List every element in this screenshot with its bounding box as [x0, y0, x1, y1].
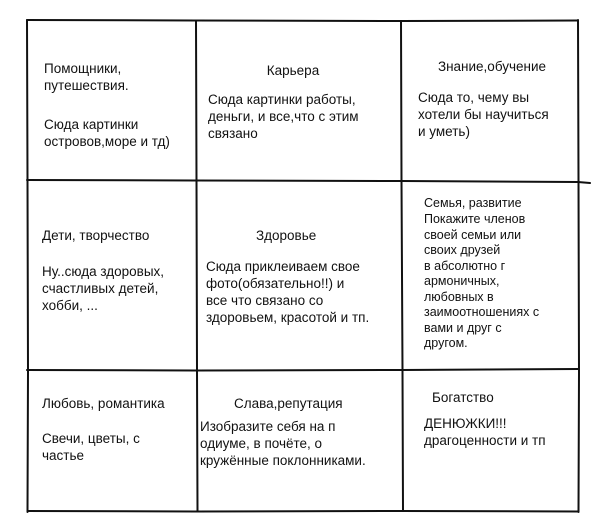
cell-love-romance [38, 372, 196, 510]
cell-body: Изобразите себя на п одиуме, в почёте, о кружённые поклонниками. [200, 419, 366, 468]
cell-title: Знание,обучение [437, 59, 547, 74]
cell-fame-reputation [198, 372, 402, 510]
cell-body: Покажите членов своей семьи или своих друзей в абсолютно г армоничных, любовных в заимоотношениях с вами и друг с другом. [424, 212, 540, 350]
divider-horizontal-2 [27, 369, 578, 371]
cell-family-development [404, 182, 580, 368]
cell-health [198, 182, 402, 368]
cell-title: Слава,репутация [234, 396, 343, 411]
cell-body: Сюда картинки островов,море и тд) [44, 117, 170, 149]
cell-wealth [404, 372, 580, 510]
cell-title: Богатство [432, 390, 494, 405]
cell-body: Сюда то, чему вы хотели бы научиться и уметь) [418, 90, 549, 139]
border-top [27, 20, 578, 21]
cell-title: Дети, творчество [42, 228, 150, 243]
cell-helpers-travel [38, 22, 196, 177]
cell-title: Семья, развитие [424, 196, 522, 210]
cell-title: Карьера [266, 63, 320, 78]
cell-body: Ну..сюда здоровых, счастливых детей, хобби, ... [42, 264, 165, 313]
cell-body: Сюда картинки работы, деньги, и все,что с этим связано [208, 92, 359, 141]
cell-career [198, 22, 402, 177]
cell-body: ДЕНЮЖКИ!!! драгоценности и тп [424, 416, 546, 448]
border-bottom [28, 511, 579, 512]
cell-children-creativity [38, 182, 196, 368]
cell-body: Свечи, цветы, с частье [42, 431, 140, 463]
cell-knowledge [404, 22, 580, 177]
cell-body: Сюда приклеиваем свое фото(обязательно!!) и все что связано со здоровьем, красотой и тп. [206, 259, 370, 325]
cell-title: Здоровье [256, 228, 317, 243]
cell-title: Помощники, путешествия. [44, 61, 129, 93]
cell-title: Любовь, романтика [42, 396, 165, 411]
border-left [27, 20, 28, 512]
